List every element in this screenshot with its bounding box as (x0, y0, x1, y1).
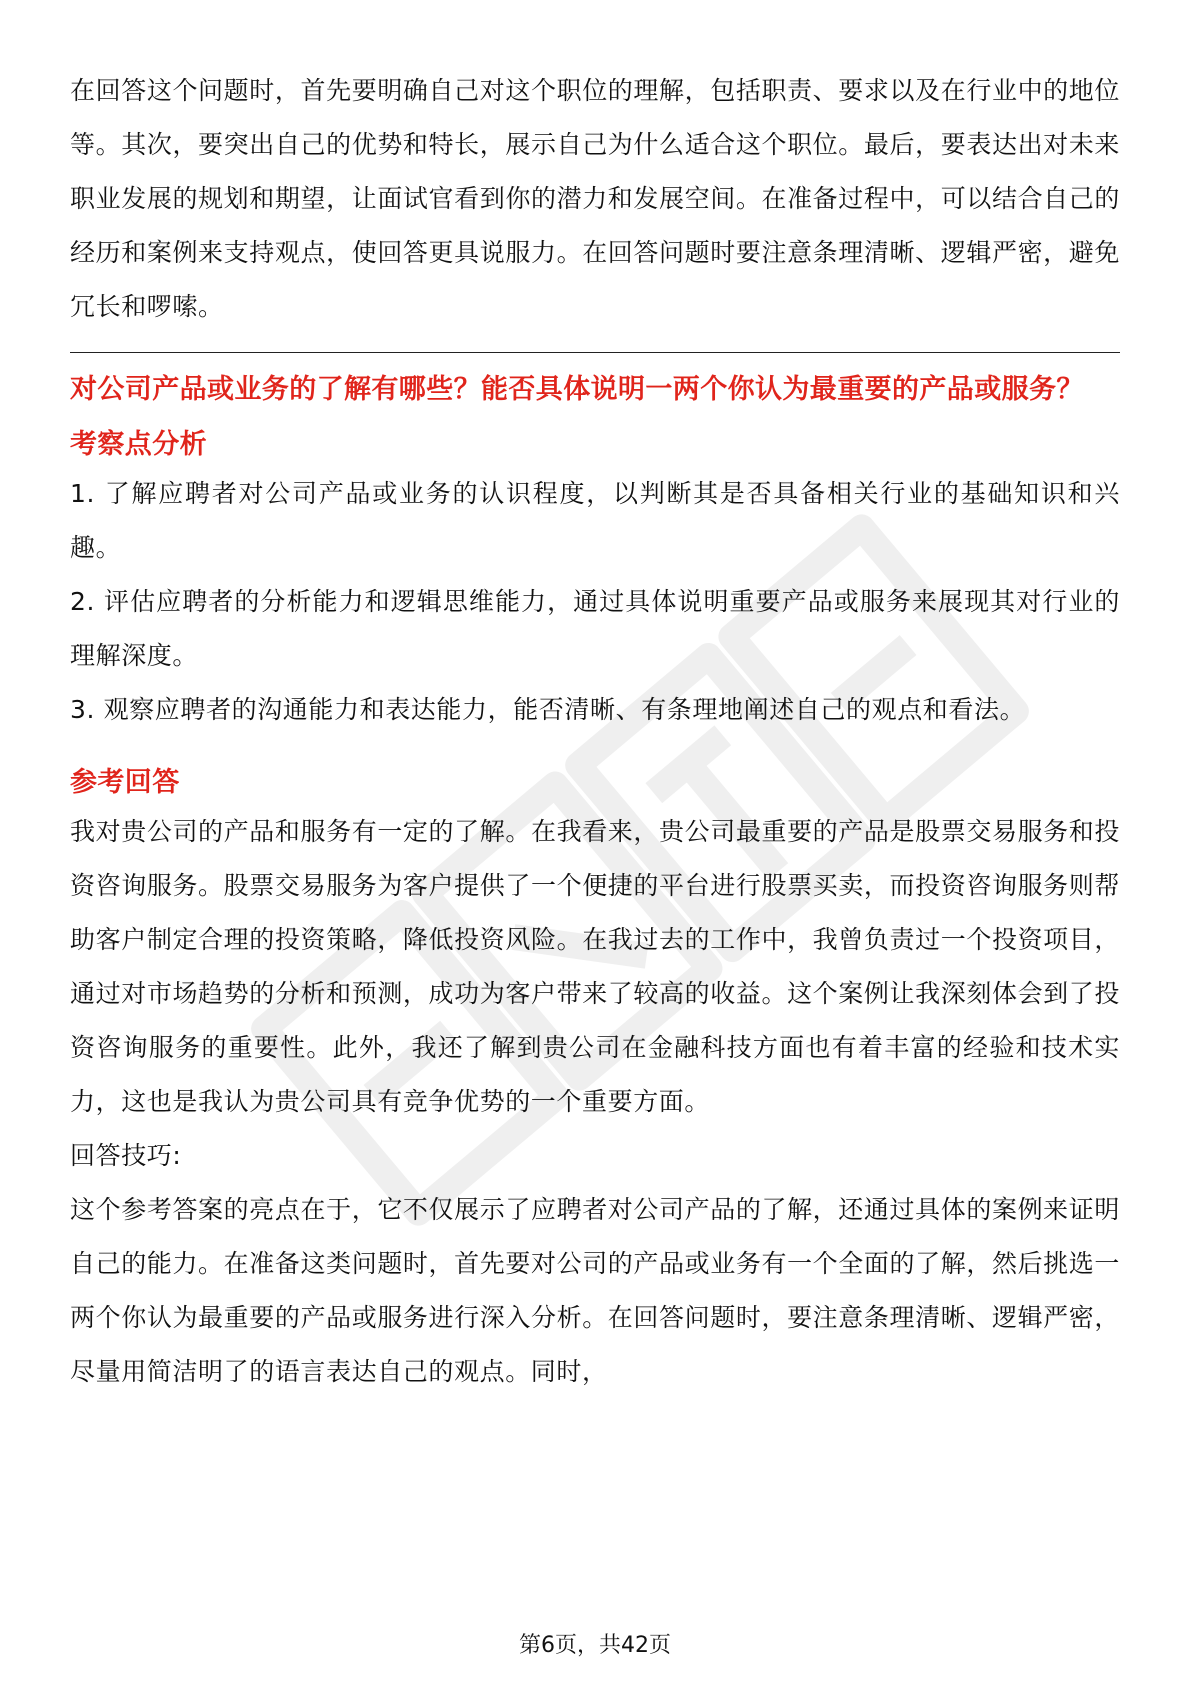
tips-paragraph: 这个参考答案的亮点在于，它不仅展示了应聘者对公司产品的了解，还通过具体的案例来证明自己的能力。在准备这类问题时，首先要对公司的产品或业务有一个全面的了解，然后挑选一两个你认为最重要的产品或服务进行深入分析。在回答问题时，要注意条理清晰、逻辑严密，尽量用简洁明了的语言表达自己的观点。同时， (70, 1195, 1120, 1386)
intro-paragraph: 在回答这个问题时，首先要明确自己对这个职位的理解，包括职责、要求以及在行业中的地位等。其次，要突出自己的优势和特长，展示自己为什么适合这个职位。最后，要表达出对未来职业发展的规划和期望，让面试官看到你的潜力和发展空间。在准备过程中，可以结合自己的经历和案例来支持观点，使回答更具说服力。在回答问题时要注意条理清晰、逻辑严密，避免冗长和啰嗦。 (70, 76, 1120, 321)
section-divider (70, 352, 1120, 353)
page-footer: 第6页，共42页 (519, 1633, 671, 1658)
analysis-heading: 考察点分析 (70, 429, 207, 460)
analysis-item-1: 1. 了解应聘者对公司产品或业务的认识程度，以判断其是否具备相关行业的基础知识和兴趣。 (70, 479, 1120, 562)
analysis-item-2: 2. 评估应聘者的分析能力和逻辑思维能力，通过具体说明重要产品或服务来展现其对行业的理解深度。 (70, 587, 1120, 670)
analysis-item-3: 3. 观察应聘者的沟通能力和表达能力，能否清晰、有条理地阐述自己的观点和看法。 (70, 695, 1026, 724)
document-page (70, 64, 1120, 1399)
reference-answer: 我对贵公司的产品和服务有一定的了解。在我看来，贵公司最重要的产品是股票交易服务和投资咨询服务。股票交易服务为客户提供了一个便捷的平台进行股票买卖，而投资咨询服务则帮助客户制定合理的投资策略，降低投资风险。在我过去的工作中，我曾负责过一个投资项目，通过对市场趋势的分析和预测，成功为客户带来了较高的收益。这个案例让我深刻体会到了投资咨询服务的重要性。此外，我还了解到贵公司在金融科技方面也有着丰富的经验和技术实力，这也是我认为贵公司具有竞争优势的一个重要方面。 (70, 817, 1120, 1116)
question-heading: 对公司产品或业务的了解有哪些？能否具体说明一两个你认为最重要的产品或服务？ (70, 374, 1084, 405)
reference-heading: 参考回答 (70, 767, 180, 798)
tips-label: 回答技巧: (70, 1141, 182, 1170)
